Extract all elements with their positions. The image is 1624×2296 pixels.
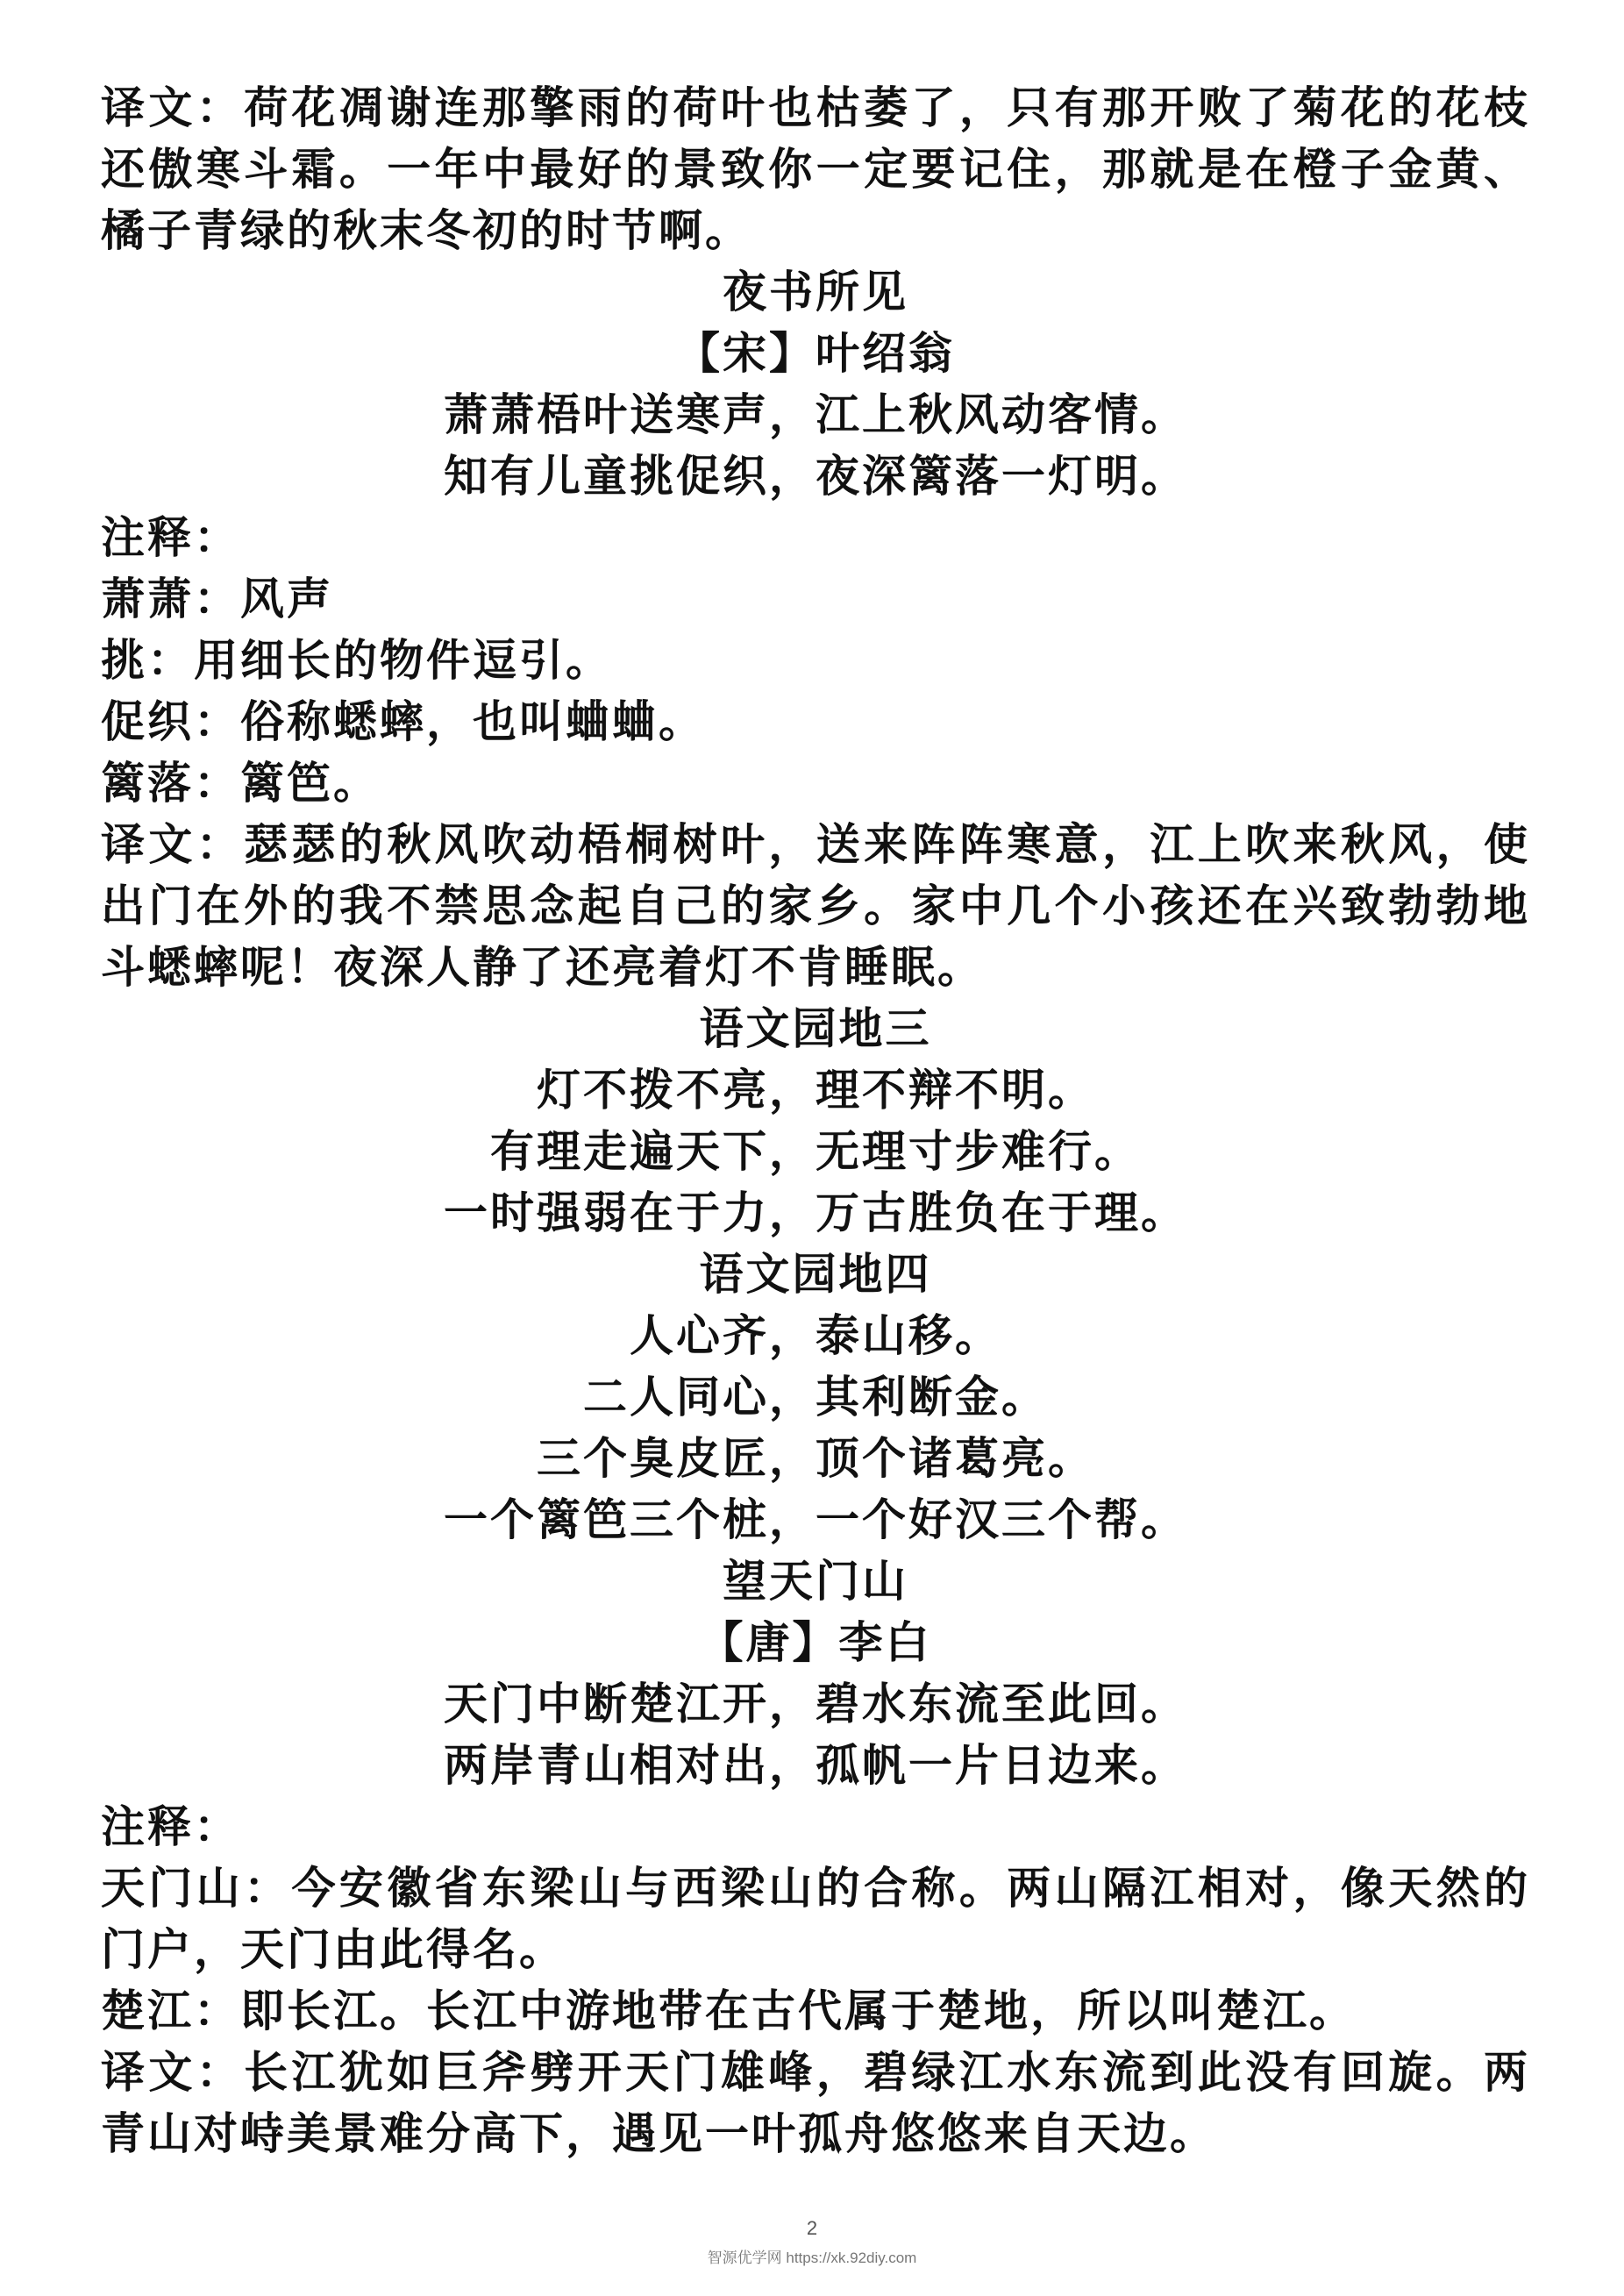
poem-author-ye-shaoweng: 【宋】叶绍翁: [676, 327, 955, 379]
section-title-yuwen-yuandi-4: 语文园地四: [699, 1248, 932, 1300]
note-item: 萧萧：风声: [101, 573, 333, 624]
poem-line: 天门中断楚江开，碧水东流至此回。: [444, 1678, 1187, 1729]
note-item: 挑：用细长的物件逗引。: [101, 634, 612, 686]
notes-heading: 注释：: [101, 511, 240, 563]
note-item: 促织：俗称蟋蟀，也叫蛐蛐。: [101, 695, 705, 747]
note-item: 天门山：今安徽省东梁山与西梁山的合称。两山隔江相对，像天然的门户，天门由此得名。: [101, 1862, 1530, 1975]
site-watermark: 智源优学网 https://xk.92diy.com: [707, 2250, 917, 2266]
poem-line: 知有儿童挑促织，夜深篱落一灯明。: [444, 450, 1187, 502]
poem-line: 萧萧梧叶送寒声，江上秋风动客情。: [444, 389, 1187, 440]
translation-paragraph-2: 译文：瑟瑟的秋风吹动梧桐树叶，送来阵阵寒意，江上吹来秋风，使出门在外的我不禁思念起自己的家乡。家中几个小孩还在兴致勃勃地斗蟋蟀呢！夜深人静了还亮着灯不肯睡眠。: [101, 818, 1530, 993]
translation-paragraph-3: 译文：长江犹如巨斧劈开天门雄峰，碧绿江水东流到此没有回旋。两青山对峙美景难分高下，遇见一叶孤舟悠悠来自天边。: [101, 2046, 1530, 2159]
note-item: 篱落：篱笆。: [101, 757, 380, 809]
poem-title-yeshu-suojian: 夜书所见: [723, 266, 908, 317]
poem-title-wang-tianmenshan: 望天门山: [723, 1555, 908, 1607]
proverb-line: 人心齐，泰山移。: [630, 1309, 1001, 1361]
proverb-line: 有理走遍天下，无理寸步难行。: [490, 1125, 1141, 1177]
page-content: [101, 77, 1530, 2164]
poem-author-li-bai: 【唐】李白: [699, 1616, 932, 1668]
page-number: 2: [806, 2217, 818, 2239]
note-item: 楚江：即长江。长江中游地带在古代属于楚地，所以叫楚江。: [101, 1985, 1356, 2036]
section-title-yuwen-yuandi-3: 语文园地三: [699, 1002, 932, 1054]
translation-paragraph-1: 译文：荷花凋谢连那擎雨的荷叶也枯萎了，只有那开败了菊花的花枝还傲寒斗霜。一年中最好的景致你一定要记住，那就是在橙子金黄、橘子青绿的秋末冬初的时节啊。: [101, 82, 1530, 256]
proverb-line: 一个篱笆三个桩，一个好汉三个帮。: [444, 1494, 1187, 1545]
proverb-line: 一时强弱在于力，万古胜负在于理。: [444, 1187, 1187, 1238]
notes-heading: 注释：: [101, 1800, 240, 1852]
poem-line: 两岸青山相对出，孤帆一片日边来。: [444, 1739, 1187, 1791]
proverb-line: 二人同心，其利断金。: [583, 1371, 1048, 1423]
proverb-line: 灯不拨不亮，理不辩不明。: [537, 1064, 1094, 1116]
proverb-line: 三个臭皮匠，顶个诸葛亮。: [537, 1432, 1094, 1484]
